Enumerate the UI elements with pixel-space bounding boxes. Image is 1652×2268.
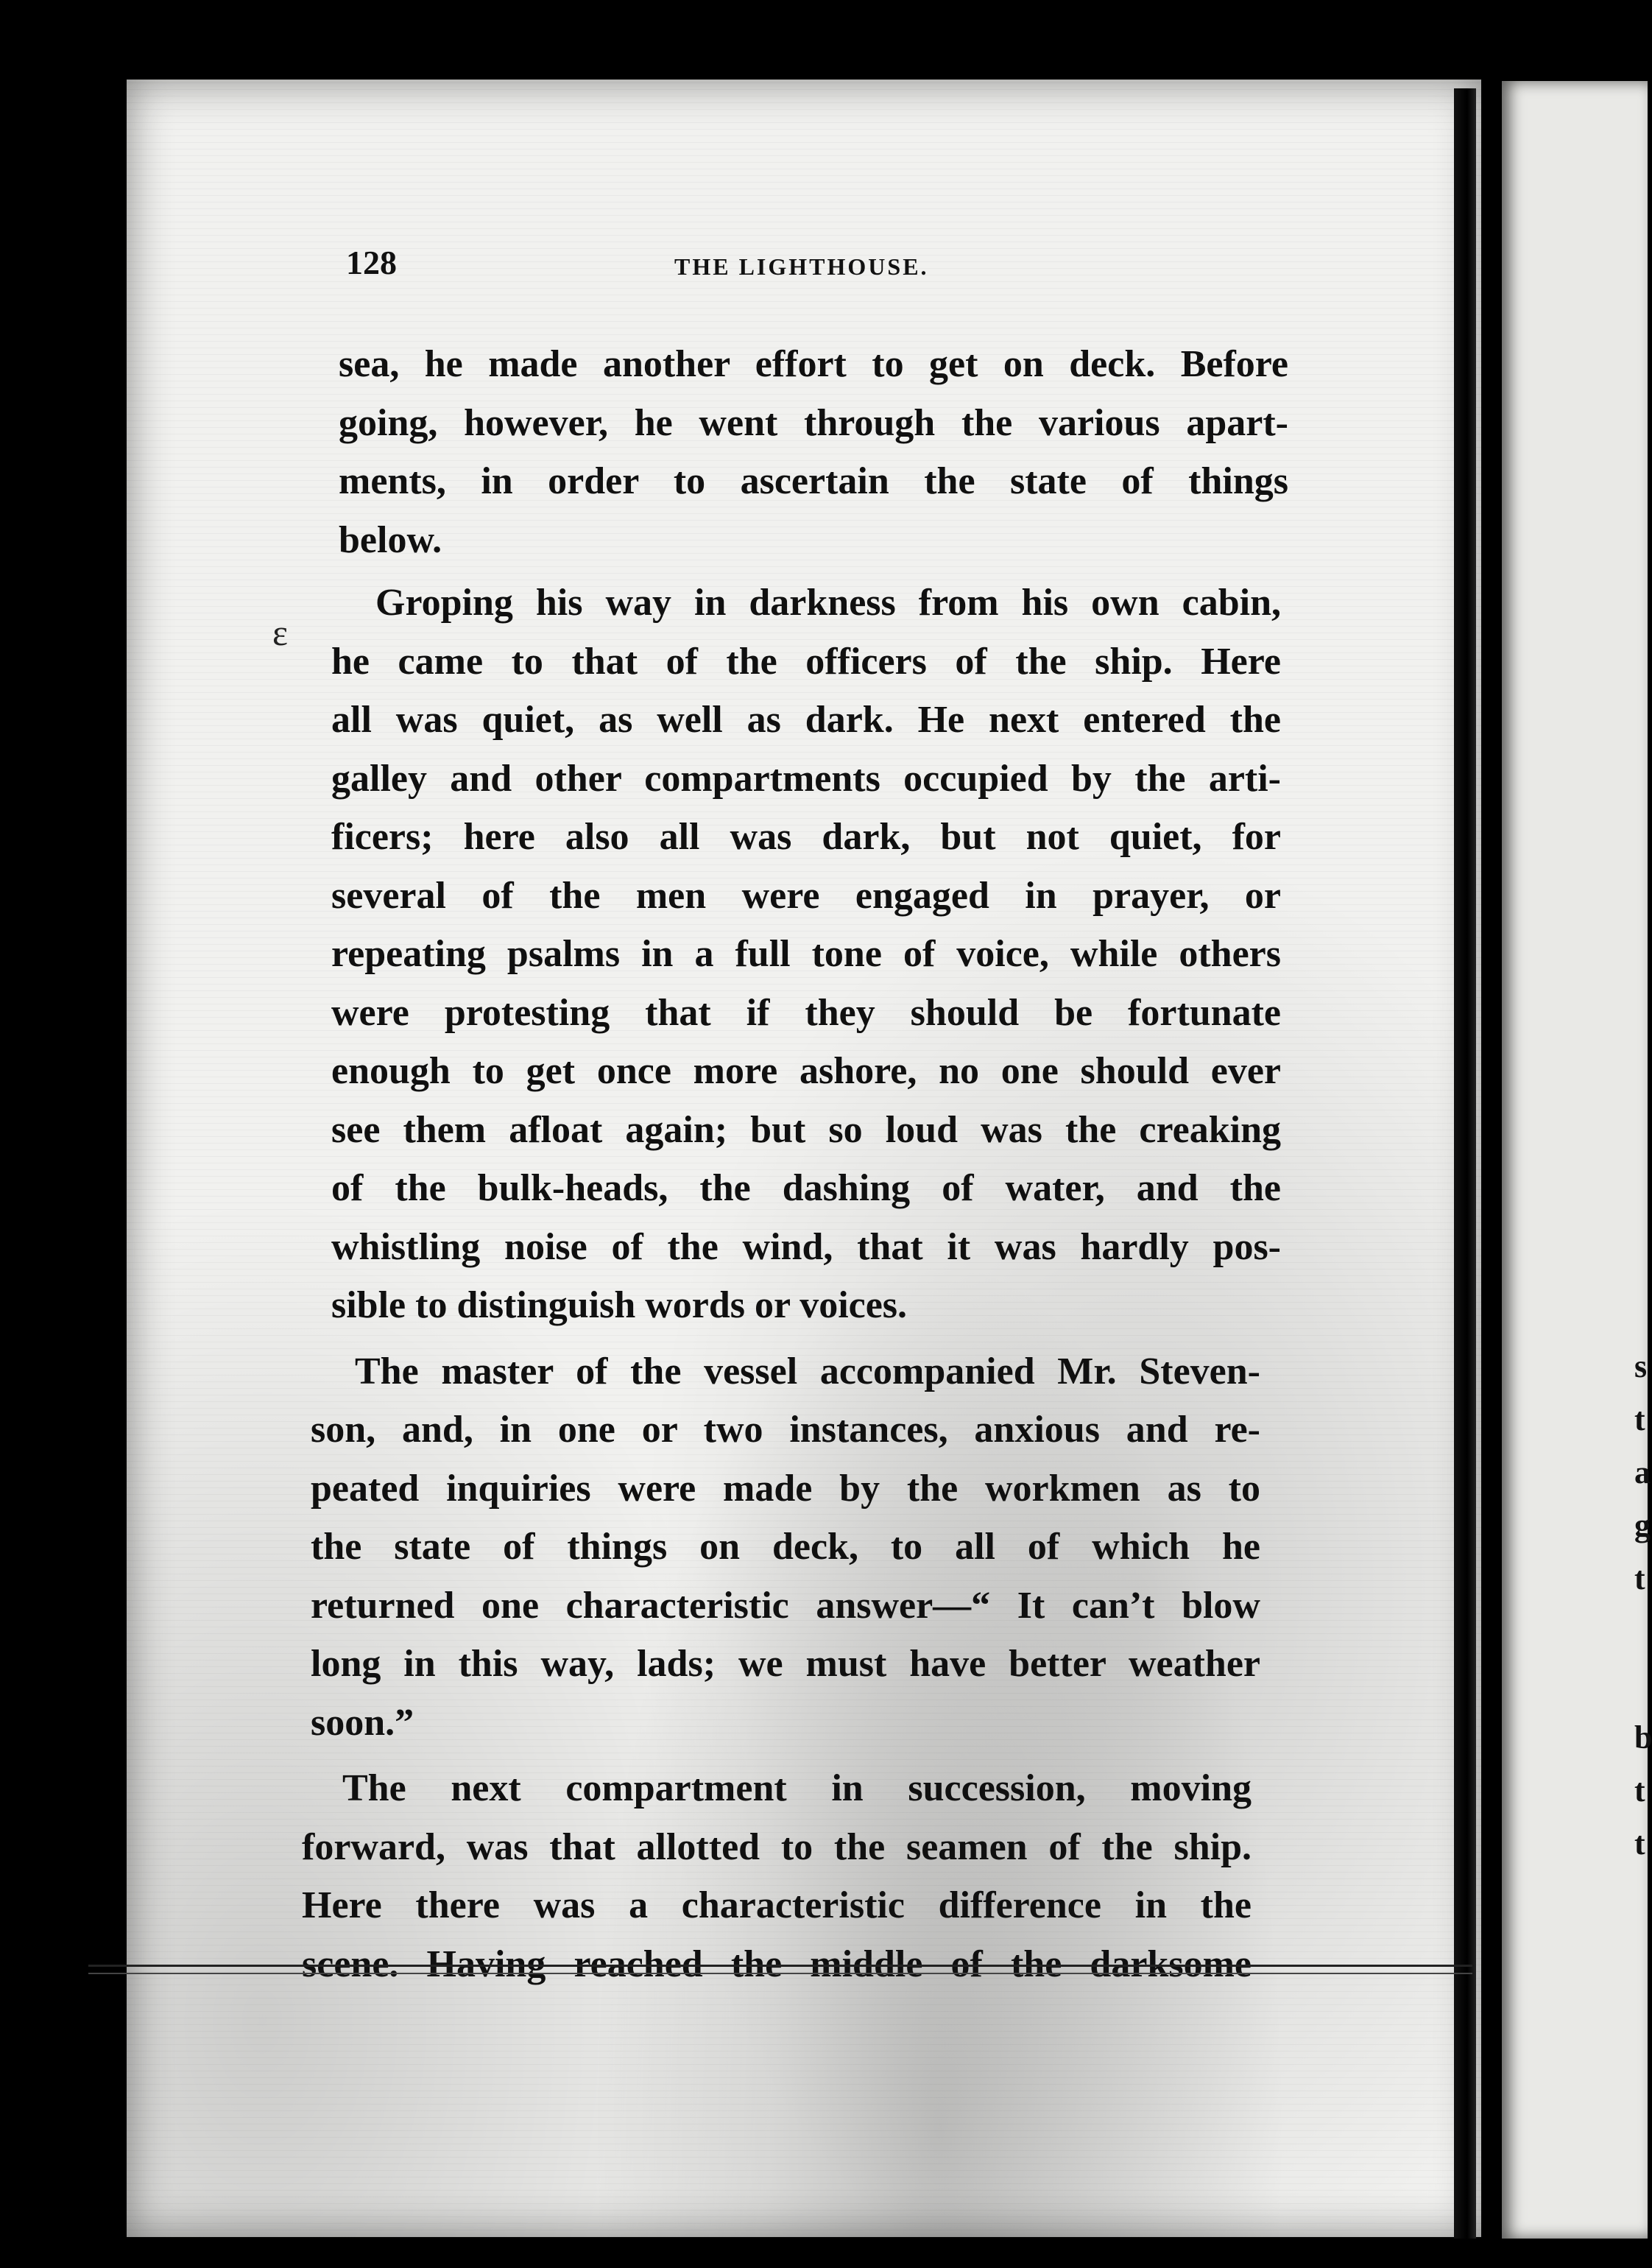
text-line: enough to get once more ashore, no one should ever (331, 1050, 1281, 1092)
text-line: The master of the vessel accompanied Mr. Steven- (355, 1350, 1260, 1392)
text-line: forward, was that allotted to the seamen of the ship. (302, 1825, 1252, 1868)
text-line: the state of things on deck, to all of which he (311, 1526, 1260, 1568)
text-line: were protesting that if they should be fortunate (331, 991, 1281, 1034)
text-line: ments, in order to ascertain the state of things (339, 460, 1288, 502)
text-line: son, and, in one or two instances, anxious and re- (311, 1409, 1260, 1451)
text-line: peated inquiries were made by the workmen as to (311, 1467, 1260, 1510)
paragraph (294, 335, 1303, 569)
text-line: soon.” (311, 1701, 414, 1744)
text-line: whistling noise of the wind, that it was hardly pos- (331, 1225, 1281, 1268)
text-line: The next compartment in succession, moving (342, 1767, 1252, 1809)
text-line: all was quiet, as well as dark. He next entered the (331, 699, 1281, 741)
margin-annotation: ε (272, 612, 288, 653)
text-line: sea, he made another effort to get on deck. Before (339, 343, 1288, 385)
paragraph (294, 574, 1303, 1335)
text-line: long in this way, lads; we must have better weather (311, 1643, 1260, 1685)
paragraph (294, 1759, 1303, 1993)
text-line: of the bulk-heads, the dashing of water, and the (331, 1167, 1281, 1209)
book-spine (1454, 88, 1476, 2239)
text-line: going, however, he went through the various apart- (339, 401, 1288, 444)
text-line: he came to that of the officers of the ship. Here (331, 640, 1281, 683)
page-header (346, 243, 1303, 287)
text-line: Groping his way in darkness from his own cabin, (375, 582, 1281, 624)
body-text (294, 335, 1303, 1993)
adjacent-page-fragment: s t a g t b t t (1634, 1348, 1652, 1862)
text-line: sible to distinguish words or voices. (331, 1284, 908, 1326)
text-line: below. (339, 518, 442, 561)
text-line: galley and other compartments occupied by the arti- (331, 757, 1281, 800)
scan-edge-rule (88, 1965, 1472, 1974)
adjacent-page-edge (1502, 81, 1652, 2239)
text-line: several of the men were engaged in prayer, or (331, 874, 1281, 917)
paragraph (294, 1342, 1303, 1753)
text-line: repeating psalms in a full tone of voice, while others (331, 933, 1281, 975)
text-line: ficers; here also all was dark, but not quiet, for (331, 816, 1281, 858)
text-line: see them afloat again; but so loud was the creaking (331, 1108, 1281, 1151)
text-line: returned one characteristic answer—“ It can’t blow (311, 1584, 1260, 1627)
text-line: Here there was a characteristic difference in the (302, 1884, 1252, 1926)
running-head: THE LIGHTHOUSE. (674, 253, 929, 280)
page-number: 128 (346, 244, 397, 281)
text-line: scene. Having reached the middle of the darksome (302, 1943, 1252, 1985)
